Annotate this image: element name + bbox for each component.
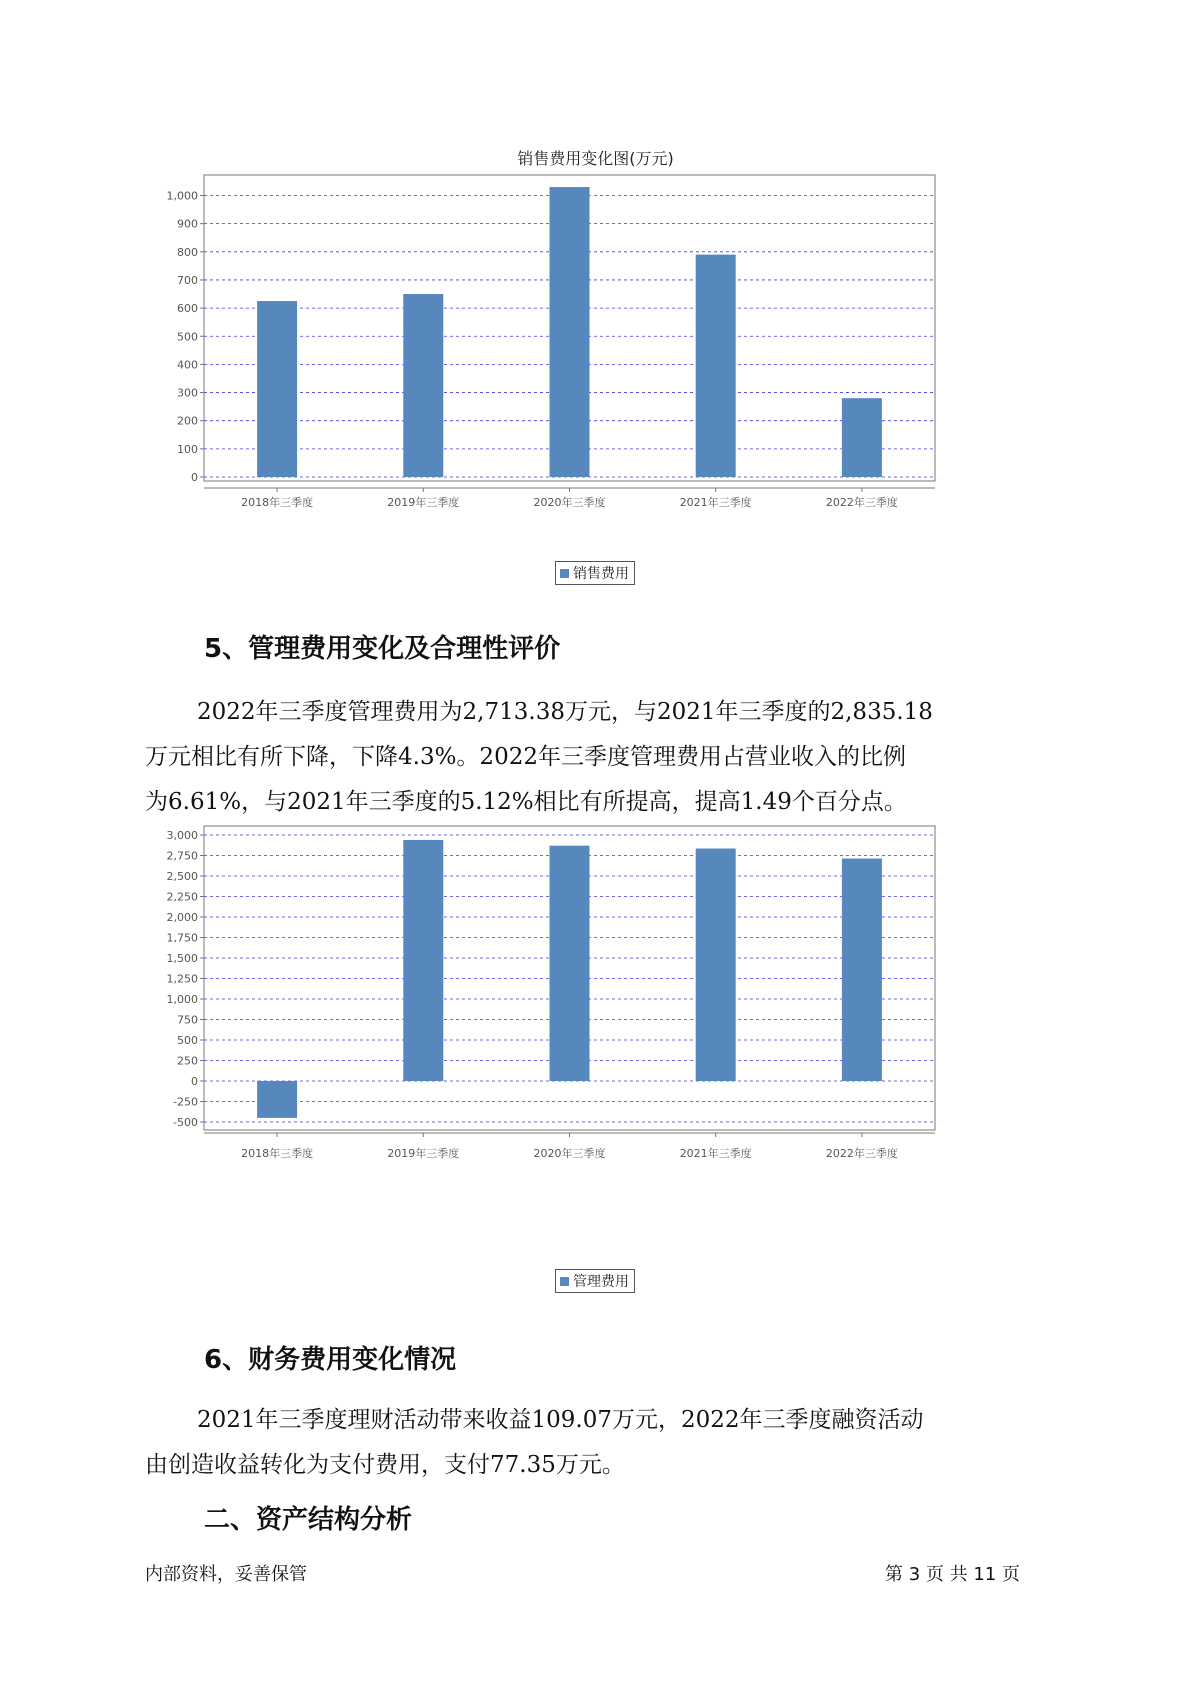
admin-y-tick-label: 500 xyxy=(177,1034,198,1047)
admin-bar xyxy=(403,840,443,1081)
admin-y-tick-label: 2,500 xyxy=(166,870,198,883)
sales-y-tick-label: 600 xyxy=(177,302,198,316)
sales-category-label: 2020年三季度 xyxy=(533,496,606,509)
s6-line-2: 由创造收益转化为支付费用，支付77.35万元。 xyxy=(145,1452,625,1478)
s5-line-1: 2022年三季度管理费用为2,713.38万元，与2021年三季度的2,835.18 xyxy=(197,699,933,725)
footer-confidential: 内部资料，妥善保管 xyxy=(145,1564,307,1585)
s5-line-2: 万元相比有所下降，下降4.3%。2022年三季度管理费用占营业收入的比例 xyxy=(145,744,906,770)
sales-chart-title: 销售费用变化图(万元) xyxy=(517,149,674,168)
admin-y-tick-label: 2,250 xyxy=(166,890,198,904)
admin-y-tick-label: 3,000 xyxy=(166,829,198,842)
sales-expense-chart xyxy=(160,170,1020,550)
admin-chart-legend xyxy=(555,1269,635,1293)
sales-y-tick-label: 700 xyxy=(177,273,198,287)
section-asset-heading: 二、资产结构分析 xyxy=(204,1505,413,1535)
sales-bar xyxy=(696,255,736,477)
sales-y-tick-label: 0 xyxy=(191,471,198,484)
admin-category-label: 2021年三季度 xyxy=(679,1147,752,1160)
sales-category-label: 2021年三季度 xyxy=(679,496,752,509)
sales-bar xyxy=(403,294,443,477)
sales-bar xyxy=(550,187,590,477)
admin-y-tick-label: 750 xyxy=(177,1013,198,1027)
admin-y-tick-label: 1,250 xyxy=(166,972,198,986)
admin-y-tick-label: 1,750 xyxy=(166,931,198,945)
admin-y-tick-label: -250 xyxy=(173,1095,198,1109)
legend-swatch xyxy=(560,569,569,578)
admin-bar xyxy=(550,846,590,1081)
section-5-paragraph xyxy=(145,690,1045,825)
sales-category-label: 2018年三季度 xyxy=(241,496,314,509)
admin-y-tick-label: 2,750 xyxy=(166,849,198,863)
admin-y-tick-label: 250 xyxy=(177,1054,198,1068)
admin-y-tick-label: 1,000 xyxy=(166,993,198,1006)
section-5-heading: 5、管理费用变化及合理性评价 xyxy=(204,634,561,664)
sales-y-tick-label: 1,000 xyxy=(166,189,198,203)
admin-category-label: 2019年三季度 xyxy=(387,1147,460,1160)
footer-page-number: 第 3 页 共 11 页 xyxy=(885,1564,1020,1585)
sales-y-tick-label: 100 xyxy=(177,442,198,456)
admin-y-tick-label: 0 xyxy=(191,1075,198,1088)
sales-bar xyxy=(257,301,297,477)
s5-line-3: 为6.61%，与2021年三季度的5.12%相比有所提高，提高1.49个百分点。 xyxy=(145,789,907,815)
admin-category-label: 2020年三季度 xyxy=(533,1147,606,1160)
admin-category-label: 2022年三季度 xyxy=(825,1147,898,1160)
sales-category-label: 2019年三季度 xyxy=(387,496,460,509)
sales-legend-label: 销售费用 xyxy=(573,566,629,582)
sales-y-tick-label: 200 xyxy=(177,414,198,428)
sales-category-label: 2022年三季度 xyxy=(825,496,898,509)
admin-y-tick-label: 1,500 xyxy=(166,952,198,965)
sales-y-tick-label: 300 xyxy=(177,386,198,400)
admin-y-tick-label: -500 xyxy=(173,1116,198,1129)
admin-legend-label: 管理费用 xyxy=(573,1274,629,1290)
sales-chart-legend xyxy=(555,561,635,585)
sales-y-tick-label: 400 xyxy=(177,358,198,372)
admin-y-tick-label: 2,000 xyxy=(166,911,198,924)
admin-bar xyxy=(257,1081,297,1118)
sales-y-tick-label: 500 xyxy=(177,330,198,344)
admin-category-label: 2018年三季度 xyxy=(241,1147,314,1160)
s6-line-1: 2021年三季度理财活动带来收益109.07万元，2022年三季度融资活动 xyxy=(197,1407,924,1433)
legend-swatch xyxy=(560,1277,569,1286)
section-6-heading: 6、财务费用变化情况 xyxy=(204,1345,457,1375)
admin-bar xyxy=(696,849,736,1081)
sales-y-tick-label: 800 xyxy=(177,245,198,259)
section-6-paragraph xyxy=(145,1398,1045,1488)
admin-bar xyxy=(842,859,882,1081)
sales-bar xyxy=(842,398,882,477)
sales-y-tick-label: 900 xyxy=(177,217,198,231)
admin-expense-chart xyxy=(160,829,1020,1255)
